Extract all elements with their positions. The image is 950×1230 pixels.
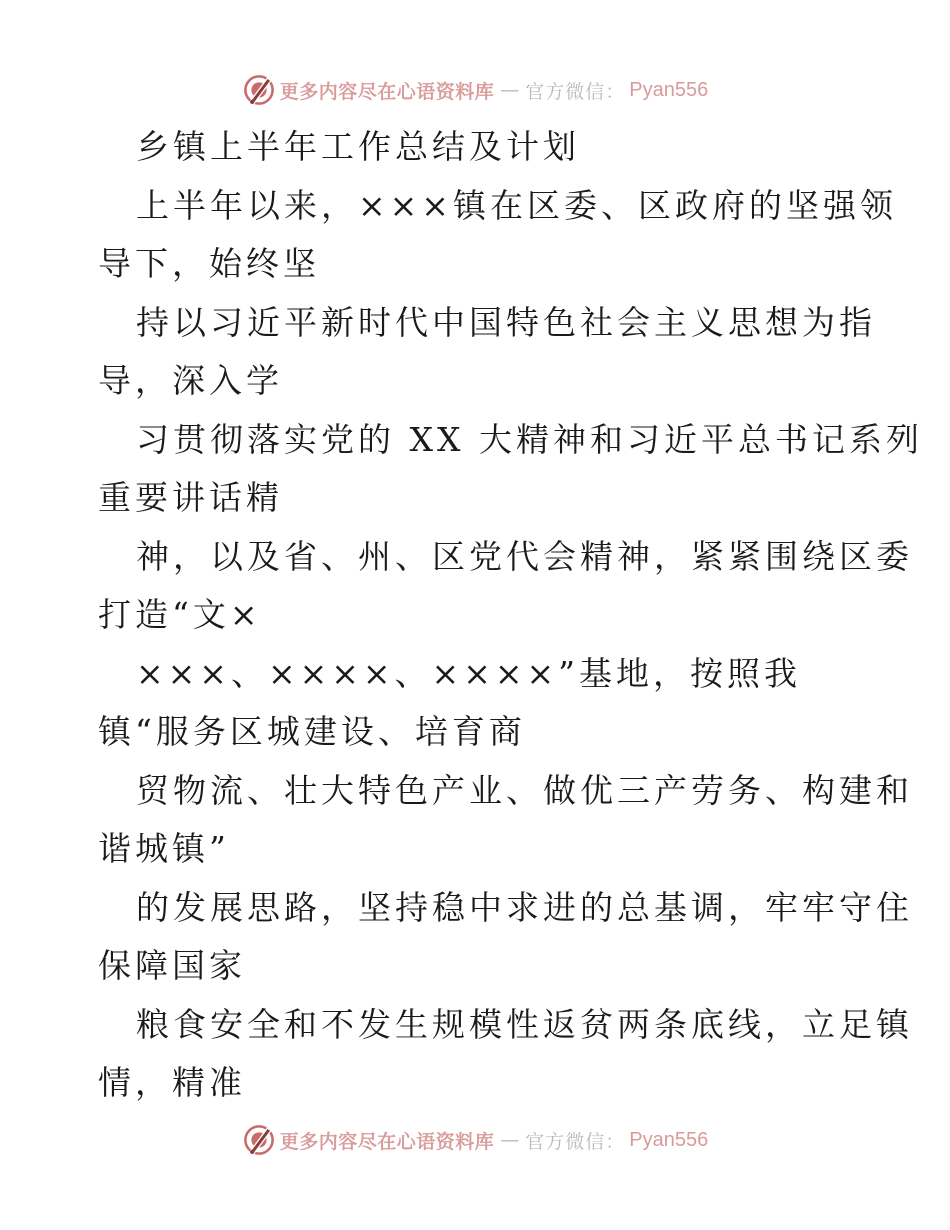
document-title: 乡镇上半年工作总结及计划 [136,127,580,166]
watermark-site-name: 更多内容尽在心语资料库 [279,1130,495,1153]
paragraph-line: 的发展思路，坚持稳中求进的总基调，牢牢守住 [136,887,913,927]
watermark-site-name: 更多内容尽在心语资料库 [279,80,495,103]
footer-watermark [0,1120,950,1160]
header-watermark [0,70,950,110]
paragraph-line: 谐城镇” [98,829,230,868]
paragraph-line: 习贯彻落实党的 XX 大精神和习近平总书记系列 [136,419,923,459]
watermark-group [242,1123,709,1157]
paragraph-line: 导下，始终坚 [98,244,320,283]
paragraph-line: 打造“文× [98,595,262,634]
paragraph-line: 贸物流、壮大特色产业、做优三产劳务、构建和 [136,770,913,810]
watermark-group [242,73,709,107]
paragraph-line: 粮食安全和不发生规模性返贫两条底线，立足镇 [136,1004,913,1044]
paragraph-line: 镇“服务区城建设、培育商 [98,712,526,751]
watermark-label: 官方微信： [525,1130,626,1153]
pen-logo-icon [242,73,276,107]
watermark-wechat-id: Pyan556 [629,78,709,101]
watermark-wechat-id: Pyan556 [629,1128,709,1151]
document-body [98,118,923,1113]
paragraph-line: 上半年以来，×××镇在区委、区政府的坚强领 [136,185,897,225]
paragraph-line: 持以习近平新时代中国特色社会主义思想为指 [136,302,876,342]
paragraph-line: 重要讲话精 [98,478,283,517]
watermark-dash: — [500,1129,520,1151]
paragraph-line: 情，精准 [98,1063,246,1102]
paragraph-line: 导，深入学 [98,361,283,400]
paragraph-line: 保障国家 [98,946,246,985]
paragraph-line: ×××、××××、××××”基地，按照我 [136,653,802,693]
pen-logo-icon [242,1123,276,1157]
watermark-dash: — [500,79,520,101]
watermark-label: 官方微信： [525,80,626,103]
paragraph-line: 神，以及省、州、区党代会精神，紧紧围绕区委 [136,536,913,576]
